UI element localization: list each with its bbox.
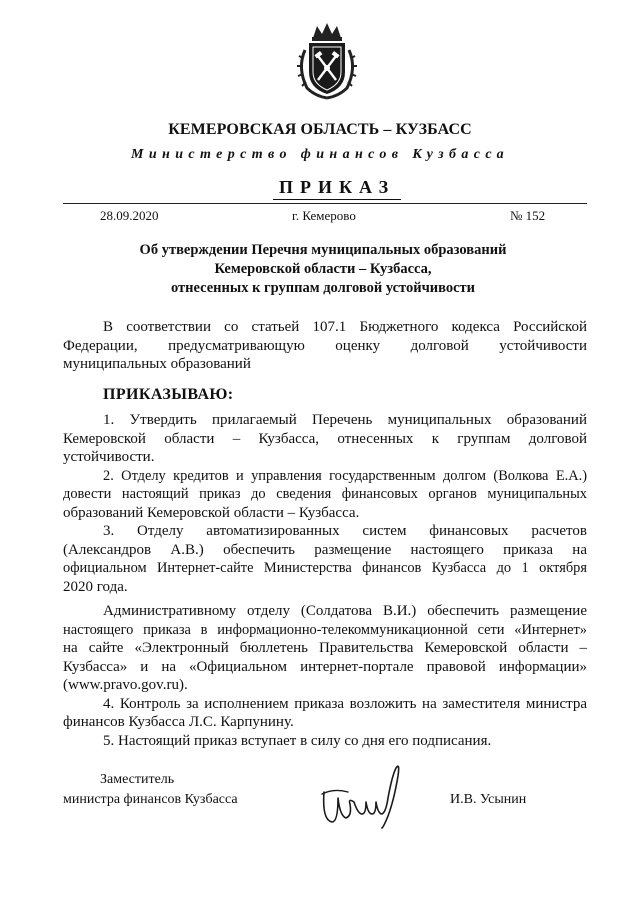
order-items [63, 411, 587, 750]
text-line: образований Кемеровской области – Кузбасса. [63, 504, 360, 521]
order-item-1 [63, 411, 587, 467]
text-line: Кемеровской области – Кузбасса, отнесенных к группам долговой [63, 430, 587, 447]
text-line: официальном Интернет-сайте Министерства финансов Кузбасса до 1 октября [63, 560, 587, 576]
text-line: (www.pravo.gov.ru). [63, 677, 188, 693]
text-line: муниципальных образований [63, 356, 251, 372]
text-line: 2. Отделу кредитов и управления государственным долгом (Волкова Е.А.) [103, 467, 587, 484]
text-line: устойчивости. [63, 449, 155, 465]
text-line: на сайте «Электронный бюллетень Правительства Кемеровской области – [63, 640, 587, 656]
text-line: довести настоящий приказ до сведения финансовых органов муниципальных [63, 486, 587, 502]
document-date: 28.09.2020 [100, 208, 159, 223]
subject-line: Об утверждении Перечня муниципальных образований [139, 242, 507, 258]
signer-name: И.В. Усынин [450, 792, 527, 807]
document-type: ПРИКАЗ [273, 177, 401, 200]
subject-line: Кемеровской области – Кузбасса, [214, 261, 432, 277]
text-line: финансов Кузбасса Л.С. Карпунину. [63, 714, 294, 730]
text-line: 3. Отделу автоматизированных систем финансовых расчетов [103, 523, 587, 539]
subject-line: отнесенных к группам долговой устойчивости [170, 280, 476, 296]
signer-title-line-2: министра финансов Кузбасса [63, 792, 238, 807]
text-line: 1. Утвердить прилагаемый Перечень муниципальных образований [103, 412, 587, 428]
order-item-4 [63, 695, 587, 732]
document-city: г. Кемерово [292, 208, 356, 223]
handwritten-signature [318, 758, 408, 830]
preamble-paragraph [63, 318, 587, 374]
order-item-2 [63, 467, 587, 523]
document-subject [63, 241, 583, 298]
document-number: № 152 [510, 208, 546, 223]
order-heading: ПРИКАЗЫВАЮ: [103, 386, 234, 403]
order-item-3 [63, 522, 587, 596]
order-item-5 [63, 732, 587, 751]
text-line: В соответствии со статьей 107.1 Бюджетного кодекса Российской [103, 319, 587, 335]
order-item-3-continuation [63, 602, 587, 695]
region-title: КЕМЕРОВСКАЯ ОБЛАСТЬ – КУЗБАСС [168, 121, 472, 138]
text-line: 5. Настоящий приказ вступает в силу со дня его подписания. [103, 732, 492, 749]
text-line: (Александров А.В.) обеспечить размещение настоящего приказа на [63, 541, 587, 558]
text-line: 4. Контроль за исполнением приказа возложить на заместителя министра [103, 695, 587, 712]
text-line: Кузбасса» и на «Официальном интернет-портале правовой информации» [63, 658, 587, 675]
ministry-name: Министерство финансов Кузбасса [130, 147, 509, 162]
signer-title-line-1: Заместитель [100, 772, 175, 787]
text-line: Административному отделу (Солдатова В.И.) обеспечить размещение [103, 603, 587, 619]
text-line: Федерации, предусматривающую оценку долговой устойчивости [63, 337, 587, 354]
header-rule [63, 203, 587, 204]
text-line: настоящего приказа в информационно-телекоммуникационной сети «Интернет» [63, 621, 587, 638]
coat-of-arms-emblem [295, 20, 359, 100]
text-line: 2020 года. [63, 578, 128, 595]
